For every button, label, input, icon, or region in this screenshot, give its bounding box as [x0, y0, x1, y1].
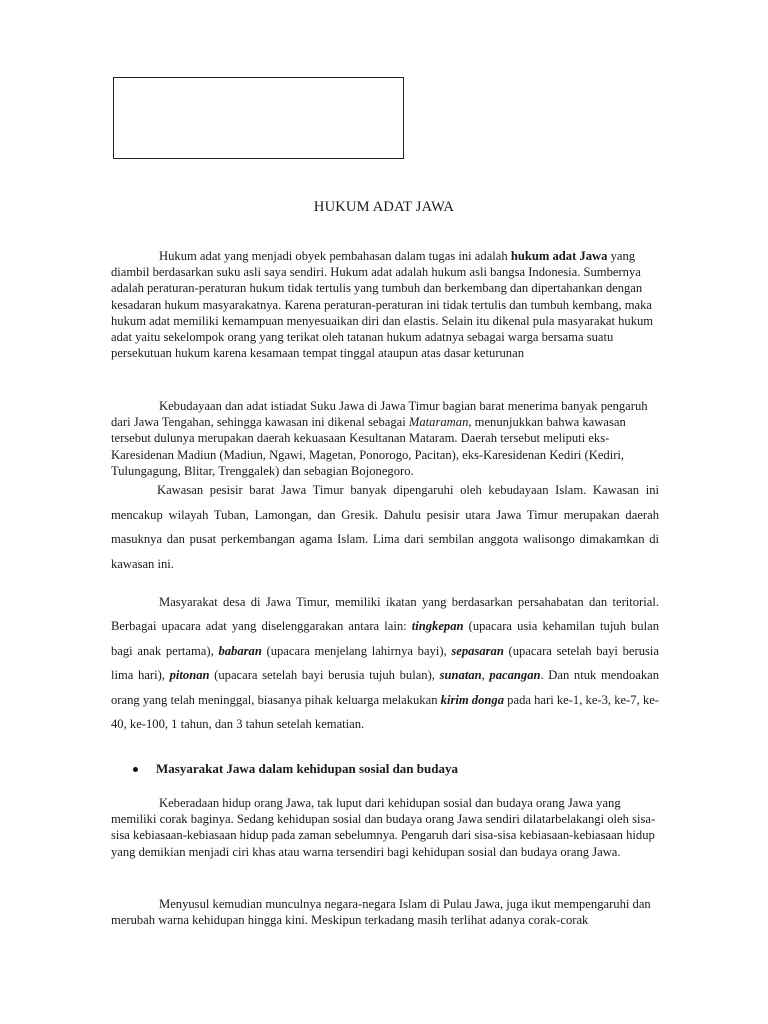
paragraph-text: pada hari ke-1, ke-3, ke-7, ke-40, ke-100, 1 tahun, dan 3 tahun setelah kematian.	[111, 692, 659, 732]
paragraph-text: Masyarakat desa di Jawa Timur, memiliki ikatan yang berdasarkan persahabatan dan teritorial. Berbagai upacara adat yang diselenggarakan antara lain:	[111, 595, 659, 634]
paragraph-text: (upacara menjelang lahirnya bayi),	[261, 643, 452, 658]
ceremony-term: pitonan	[169, 668, 210, 683]
paragraph-text: yang diambil berdasarkan suku asli saya sendiri. Hukum adat adalah hukum asli bangsa Indonesia. Sumbernya adalah peraturan-peraturan hukum tidak tertulis yang tumbuh dan berkembang dan dipertahankan dengan kesadaran hukum masyarakatnya. Karena peraturan-peraturan ini tidak tertulis dan tumbuh kembang, maka hukum adat memiliki kemampuan menyesuaikan diri dan elastis. Selain itu dikenal pula masyarakat hukum adat yaitu sekelompok orang yang terikat oleh tatanan hukum adatnya sebagai warga bersama suatu persekutuan hukum karena kesamaan tempat tinggal ataupun atas dasar keturunan	[111, 249, 654, 361]
italic-term: Mataraman	[408, 415, 469, 430]
paragraph-text: (upacara setelah bayi berusia lima hari),	[111, 643, 659, 683]
ceremony-term: tingkepan	[411, 619, 464, 634]
bullet-item	[133, 761, 458, 777]
paragraph-kawasan-pesisir: Kawasan pesisir barat Jawa Timur banyak dipengaruhi oleh kebudayaan Islam. Kawasan ini mencakup wilayah Tuban, Lamongan, dan Gresik. Dahulu pesisir utara Jawa Timur merupakan daerah masuknya dan pusat perkembangan agama Islam. Lima dari sembilan anggota walisongo dimakamkan di kawasan ini.	[111, 483, 659, 571]
section-heading: Masyarakat Jawa dalam kehidupan sosial dan budaya	[156, 761, 458, 776]
ceremony-term: kirim donga	[440, 692, 505, 707]
paragraph-upacara-adat	[111, 590, 659, 736]
ceremony-term: sunatan	[439, 668, 482, 683]
paragraph-hukum-adat	[111, 248, 659, 361]
paragraph-text: Hukum adat yang menjadi obyek pembahasan dalam tugas ini adalah	[159, 249, 511, 263]
paragraph-negara-islam: Menyusul kemudian munculnya negara-negara Islam di Pulau Jawa, juga ikut mempengaruhi dan merubah warna kehidupan hingga kini. Meskipun terkadang masih terlihat adanya corak-corak	[111, 897, 651, 928]
bullet-dot-icon	[133, 767, 138, 772]
paragraph-text: . Dan ntuk mendoakan orang yang telah meninggal, biasanya pihak keluarga melakukan	[111, 668, 660, 707]
ceremony-term: babaran	[218, 643, 262, 658]
empty-frame-box	[113, 77, 404, 159]
bold-term: hukum adat Jawa	[510, 249, 608, 263]
paragraph-text: , menunjukkan bahwa kawasan tersebut dulunya merupakan daerah kekuasaan Kesultanan Mataram. Daerah tersebut meliputi eks-Karesidenan Madiun (Madiun, Ngawi, Magetan, Ponorogo, Pacitan), eks-Karesidenan Kediri (Kediri, Tulungagung, Blitar, Trenggalek) dan sebagian Bojonegoro.	[111, 415, 626, 478]
paragraph-text: Kebudayaan dan adat istiadat Suku Jawa di Jawa Timur bagian barat menerima banyak pengaruh dari Jawa Tengahan, sehingga kawasan ini dikenal sebagai	[111, 399, 648, 430]
paragraph-kehidupan-sosial: Keberadaan hidup orang Jawa, tak luput dari kehidupan sosial dan budaya orang Jawa yang memiliki corak baginya. Sedang kehidupan sosial dan budaya orang Jawa sendiri dilatarbelakangi oleh sisa-sisa kebiasaan-kebiasaan hidup pada zaman sebelumnya. Pengaruh dari sisa-sisa kebiasaan-kebiasaan hidup yang demikian menjadi ciri khas atau warna tersendiri bagi kehidupan sosial dan budaya orang Jawa.	[111, 796, 656, 859]
paragraph-text: ,	[481, 668, 490, 683]
page-title: HUKUM ADAT JAWA	[313, 199, 455, 215]
paragraph-text: (upacara usia kehamilan tujuh bulan bagi anak pertama),	[111, 619, 659, 658]
ceremony-term: sepasaran	[451, 643, 504, 658]
paragraph-kebudayaan	[111, 398, 659, 479]
paragraph-text: (upacara setelah bayi berusia tujuh bulan),	[209, 668, 440, 683]
ceremony-term: pacangan	[489, 668, 541, 683]
